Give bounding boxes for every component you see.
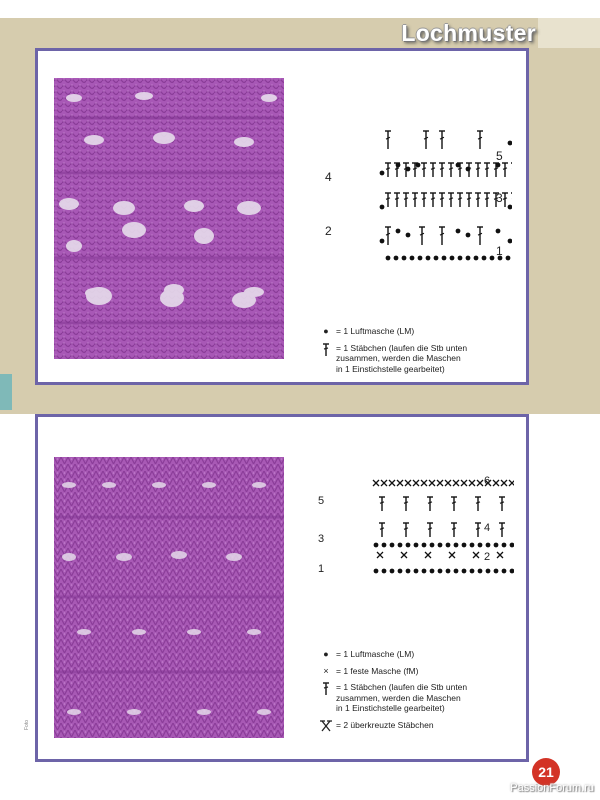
header-tab <box>538 18 600 48</box>
chain-stitch-mark <box>390 569 395 574</box>
chain-stitch-mark <box>496 163 501 168</box>
chain-stitch-mark <box>446 543 451 548</box>
chain-stitch-mark <box>396 163 401 168</box>
dc-bar-mark <box>404 528 408 529</box>
chain-stitch-mark <box>502 543 507 548</box>
single-crochet-mark <box>453 480 459 486</box>
chain-stitch-mark <box>442 256 447 261</box>
row-number-5: 5 <box>496 149 503 163</box>
chain-stitch-mark <box>406 569 411 574</box>
single-crochet-mark <box>389 480 395 486</box>
row-number-5b: 5 <box>318 495 325 507</box>
dc-bar-mark <box>413 168 417 169</box>
single-crochet-mark <box>429 480 435 486</box>
single-crochet-mark <box>449 552 455 558</box>
page-number-badge: 21 <box>532 758 560 786</box>
swatch-texture-2 <box>54 457 284 738</box>
legend-2 <box>316 649 521 738</box>
chain-stitch-mark <box>406 543 411 548</box>
swatch-texture-1 <box>54 78 284 359</box>
chain-stitch-mark <box>390 543 395 548</box>
single-crochet-mark <box>497 552 503 558</box>
single-crochet-mark <box>401 552 407 558</box>
chain-stitch-mark <box>430 543 435 548</box>
single-crochet-mark <box>477 480 483 486</box>
row-number-4b: 4 <box>484 522 491 534</box>
chain-stitch-mark <box>422 569 427 574</box>
pattern-panel-2 <box>35 414 529 762</box>
chain-stitch-mark <box>416 163 421 168</box>
single-crochet-mark <box>405 480 411 486</box>
chain-stitch-mark <box>482 256 487 261</box>
chain-stitch-mark <box>508 141 512 146</box>
dc-bar-mark <box>485 198 489 199</box>
single-crochet-mark <box>413 480 419 486</box>
dc-bar-mark <box>431 168 435 169</box>
dc-bar-mark <box>476 168 480 169</box>
dc-bar-mark <box>458 168 462 169</box>
photo-credit: Foto <box>24 719 30 730</box>
single-crochet-mark <box>473 552 479 558</box>
site-watermark: PassionForum.ru <box>510 782 594 794</box>
dc-bar-mark <box>500 502 504 503</box>
teal-accent <box>0 374 12 410</box>
chain-stitch-mark <box>446 569 451 574</box>
dc-bar-mark <box>428 528 432 529</box>
dc-bar-mark <box>503 198 507 199</box>
chain-stitch-mark <box>466 167 471 172</box>
chain-stitch-mark <box>478 543 483 548</box>
row-number-3b: 3 <box>318 533 325 545</box>
row-number-2b: 2 <box>484 551 491 563</box>
dc-bar-mark <box>440 198 444 199</box>
single-crochet-mark <box>445 480 451 486</box>
single-crochet-mark <box>421 480 427 486</box>
chain-stitch-mark <box>494 569 499 574</box>
row-number-2: 2 <box>325 224 332 238</box>
chain-stitch-mark <box>456 163 461 168</box>
legend-row-crossed: = 2 überkreuzte Stäbchen <box>316 720 521 732</box>
dc-bar-mark <box>422 168 426 169</box>
dc-bar-mark <box>503 168 507 169</box>
dc-bar-mark <box>476 502 480 503</box>
dc-bar-mark <box>500 528 504 529</box>
chain-stitch-mark <box>454 543 459 548</box>
dc-bar-mark <box>452 528 456 529</box>
dc-bar-mark <box>440 168 444 169</box>
page-title: Lochmuster <box>401 20 536 46</box>
single-crochet-mark <box>377 552 383 558</box>
background-band-middle <box>0 380 600 414</box>
row-number-1: 1 <box>496 244 503 258</box>
chain-stitch-mark <box>380 171 385 176</box>
legend-row-single-crochet: × = 1 feste Masche (fM) <box>316 666 521 677</box>
dc-bar-mark <box>404 198 408 199</box>
dc-bar-mark <box>458 198 462 199</box>
chain-stitch-mark <box>374 543 379 548</box>
row-number-1b: 1 <box>318 563 325 575</box>
dc-bar-mark <box>386 168 390 169</box>
dc-bar-mark <box>476 198 480 199</box>
chain-stitch-mark <box>438 543 443 548</box>
chain-stitch-mark <box>508 205 512 210</box>
chain-stitch-mark <box>438 569 443 574</box>
crochet-swatch-photo-1 <box>54 78 284 359</box>
chain-stitch-mark <box>490 256 495 261</box>
single-crochet-mark <box>469 480 475 486</box>
dc-bar-mark <box>476 528 480 529</box>
chain-stitch-mark <box>398 569 403 574</box>
chain-stitch-mark <box>466 256 471 261</box>
chain-stitch-mark <box>456 229 461 234</box>
chain-stitch-mark <box>422 543 427 548</box>
chain-stitch-mark <box>406 167 411 172</box>
chain-stitch-mark <box>414 543 419 548</box>
chain-stitch-mark <box>410 256 415 261</box>
dc-bar-mark <box>395 198 399 199</box>
crochet-swatch-photo-2 <box>54 457 284 738</box>
crossed-double-crochet-icon <box>316 720 336 732</box>
single-crochet-mark <box>509 480 514 486</box>
chain-stitch-mark <box>462 569 467 574</box>
single-crochet-icon: × <box>323 665 329 676</box>
single-crochet-mark <box>397 480 403 486</box>
row-number-3: 3 <box>496 191 503 205</box>
chain-stitch-mark <box>466 233 471 238</box>
dc-bar-mark <box>380 528 384 529</box>
chain-stitch-mark <box>406 233 411 238</box>
chain-stitch-mark <box>486 569 491 574</box>
chain-stitch-mark <box>418 256 423 261</box>
single-crochet-mark <box>425 552 431 558</box>
single-crochet-mark <box>381 480 387 486</box>
chain-stitch-mark <box>414 569 419 574</box>
chain-stitch-mark <box>462 543 467 548</box>
chain-stitch-mark <box>430 569 435 574</box>
chain-stitch-mark <box>398 543 403 548</box>
chain-stitch-mark <box>494 543 499 548</box>
dc-bar-mark <box>413 198 417 199</box>
dc-bar-mark <box>449 168 453 169</box>
dc-bar-mark <box>452 502 456 503</box>
chain-stitch-mark <box>386 256 391 261</box>
chain-stitch-mark <box>382 543 387 548</box>
chart-1-symbols <box>322 123 512 273</box>
chain-stitch-icon: ● <box>323 326 329 336</box>
dc-bar-mark <box>494 168 498 169</box>
pattern-panel-1 <box>35 48 529 385</box>
dc-bar-mark <box>386 198 390 199</box>
chain-stitch-mark <box>510 569 514 574</box>
row-number-4: 4 <box>325 170 332 184</box>
double-crochet-icon <box>316 682 336 696</box>
single-crochet-mark <box>437 480 443 486</box>
dc-bar-mark <box>428 502 432 503</box>
chain-stitch-mark <box>396 229 401 234</box>
double-crochet-icon <box>316 343 336 357</box>
legend-row-double-crochet-2: = 1 Stäbchen (laufen die Stb unten zusammen, werden die Maschen in 1 Einstichstelle gearbeitet) <box>316 682 521 714</box>
dc-bar-mark <box>431 198 435 199</box>
dc-bar-mark <box>449 198 453 199</box>
chain-stitch-mark <box>434 256 439 261</box>
legend-1 <box>316 326 521 380</box>
chain-stitch-mark <box>508 239 512 244</box>
chain-stitch-mark <box>394 256 399 261</box>
chain-stitch-mark <box>380 205 385 210</box>
crochet-chart-1 <box>322 123 512 273</box>
chain-stitch-mark <box>510 543 514 548</box>
single-crochet-mark <box>501 480 507 486</box>
row-number-6: 6 <box>484 475 491 487</box>
chain-stitch-mark <box>470 543 475 548</box>
legend-row-chain-2: ● = 1 Luftmasche (LM) <box>316 649 521 660</box>
chain-stitch-mark <box>506 256 511 261</box>
chain-stitch-mark <box>474 256 479 261</box>
dc-bar-mark <box>395 168 399 169</box>
single-crochet-mark <box>493 480 499 486</box>
single-crochet-mark <box>461 480 467 486</box>
chain-stitch-mark <box>380 239 385 244</box>
chain-stitch-mark <box>486 543 491 548</box>
chain-stitch-mark <box>402 256 407 261</box>
legend-row-chain: ● = 1 Luftmasche (LM) <box>316 326 521 337</box>
dc-bar-mark <box>467 198 471 199</box>
legend-row-double-crochet: = 1 Stäbchen (laufen die Stb unten zusammen, werden die Maschen in 1 Einstichstelle gearbeitet) <box>316 343 521 375</box>
dc-bar-mark <box>422 198 426 199</box>
chain-stitch-mark <box>496 229 501 234</box>
single-crochet-mark <box>373 480 379 486</box>
chain-stitch-mark <box>374 569 379 574</box>
chain-stitch-mark <box>454 569 459 574</box>
dc-bar-mark <box>485 168 489 169</box>
chain-stitch-mark <box>502 569 507 574</box>
chain-stitch-icon: ● <box>323 649 329 659</box>
dc-bar-mark <box>380 502 384 503</box>
chain-stitch-mark <box>470 569 475 574</box>
dc-bar-mark <box>404 502 408 503</box>
chain-stitch-mark <box>426 256 431 261</box>
chain-stitch-mark <box>478 569 483 574</box>
chain-stitch-mark <box>458 256 463 261</box>
chain-stitch-mark <box>450 256 455 261</box>
chain-stitch-mark <box>382 569 387 574</box>
